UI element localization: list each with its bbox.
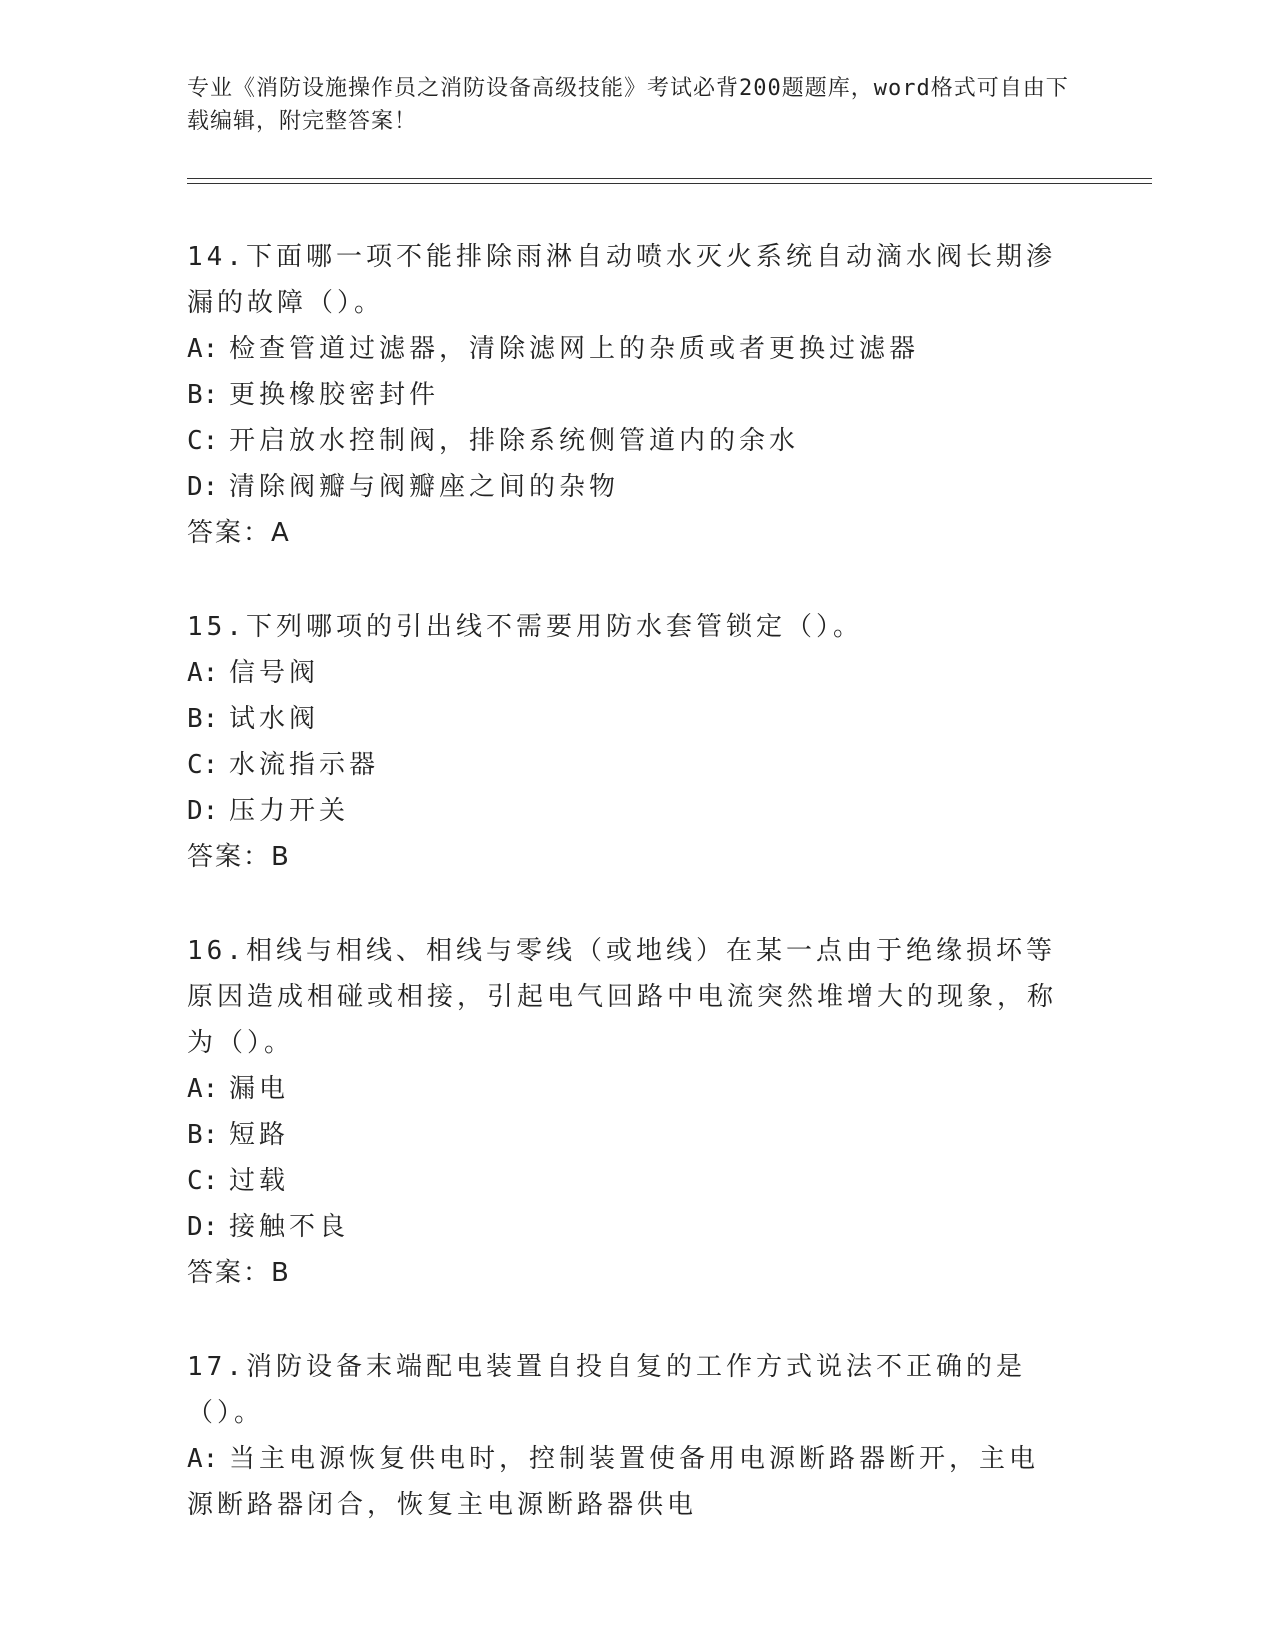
option-text: 水流指示器	[229, 750, 380, 780]
document-header	[187, 72, 1087, 138]
question-17	[187, 1344, 1067, 1528]
option-text: 过载	[229, 1166, 290, 1196]
question-text: 16.相线与相线、相线与零线（或地线）在某一点由于绝缘损坏等原因造成相碰或相接，引起电气回路中电流突然堆增大的现象，称为（）。	[187, 936, 1058, 1058]
option-letter: A:	[187, 1444, 219, 1474]
option-b	[187, 696, 1067, 742]
question-16	[187, 928, 1067, 1296]
option-letter: D:	[187, 472, 219, 502]
option-text: 开启放水控制阀，排除系统侧管道内的余水	[229, 426, 800, 456]
option-text: 压力开关	[229, 796, 350, 826]
option-text: 短路	[229, 1120, 290, 1150]
option-text: 接触不良	[229, 1212, 350, 1242]
option-b	[187, 1112, 1067, 1158]
question-15	[187, 604, 1067, 880]
option-text: 检查管道过滤器，清除滤网上的杂质或者更换过滤器	[229, 334, 920, 364]
option-c	[187, 418, 1067, 464]
option-letter: A:	[187, 334, 219, 364]
option-d	[187, 788, 1067, 834]
option-a	[187, 650, 1067, 696]
option-letter: A:	[187, 1074, 219, 1104]
question-text: 14.下面哪一项不能排除雨淋自动喷水灭火系统自动滴水阀长期渗漏的故障（）。	[187, 242, 1056, 318]
option-letter: C:	[187, 426, 219, 456]
option-d	[187, 1204, 1067, 1250]
question-14	[187, 234, 1067, 556]
question-text: 17.消防设备末端配电装置自投自复的工作方式说法不正确的是（）。	[187, 1352, 1026, 1428]
option-c	[187, 742, 1067, 788]
option-letter: C:	[187, 1166, 219, 1196]
option-a	[187, 1436, 1067, 1528]
question-list	[187, 234, 1067, 1576]
option-text: 当主电源恢复供电时，控制装置使备用电源断路器断开，主电源断路器闭合，恢复主电源断路器供电	[187, 1444, 1040, 1520]
option-letter: B:	[187, 380, 219, 410]
option-text: 信号阀	[229, 658, 320, 688]
answer-line: 答案：B	[187, 1258, 291, 1288]
header-divider-bottom	[187, 183, 1152, 184]
option-letter: C:	[187, 750, 219, 780]
option-letter: D:	[187, 796, 219, 826]
option-letter: B:	[187, 704, 219, 734]
option-text: 清除阀瓣与阀瓣座之间的杂物	[229, 472, 620, 502]
header-intro-text: 专业《消防设施操作员之消防设备高级技能》考试必背200题题库，word格式可自由下载编辑，附完整答案！	[187, 76, 1069, 134]
option-text: 试水阀	[229, 704, 320, 734]
answer-line: 答案：A	[187, 518, 291, 548]
option-letter: B:	[187, 1120, 219, 1150]
option-letter: D:	[187, 1212, 219, 1242]
header-divider-top	[187, 178, 1152, 179]
option-letter: A:	[187, 658, 219, 688]
option-text: 漏电	[229, 1074, 290, 1104]
option-text: 更换橡胶密封件	[229, 380, 440, 410]
answer-line: 答案：B	[187, 842, 291, 872]
option-a	[187, 1066, 1067, 1112]
option-a	[187, 326, 1067, 372]
option-d	[187, 464, 1067, 510]
option-b	[187, 372, 1067, 418]
option-c	[187, 1158, 1067, 1204]
question-text: 15.下列哪项的引出线不需要用防水套管锁定（）。	[187, 612, 863, 642]
